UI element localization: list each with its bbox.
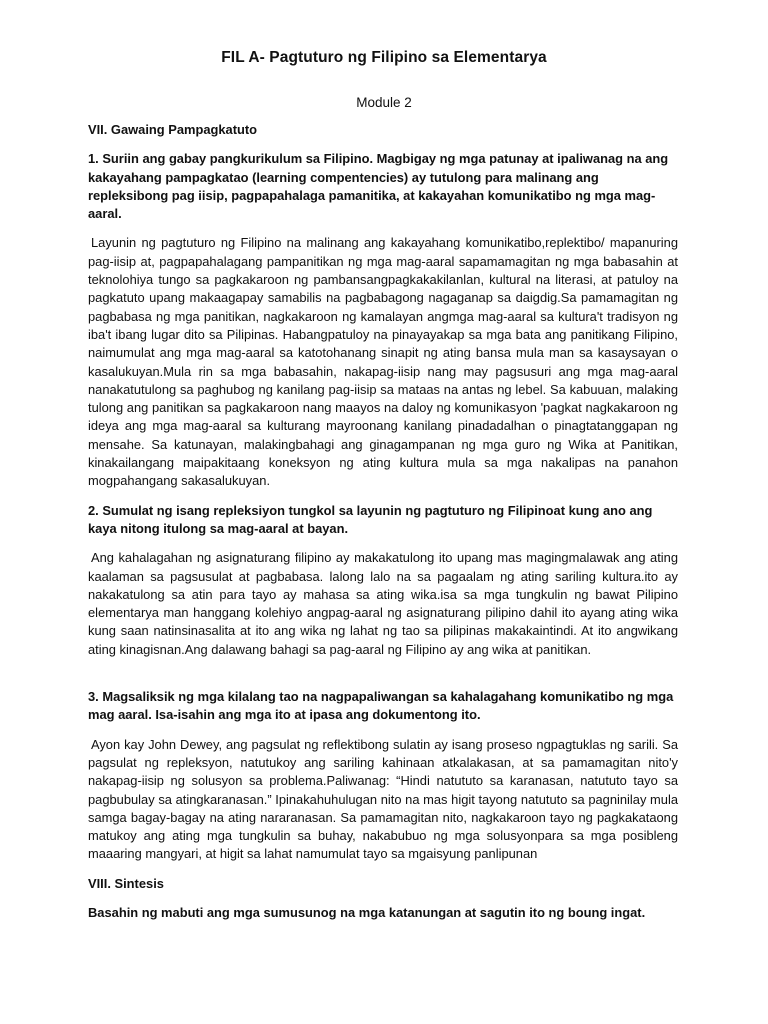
question-3: 3. Magsaliksik ng mga kilalang tao na nagpapaliwangan sa kahalagahang komunikatibo ng mga mag aaral. Isa-isahin ang mga ito at ipasa ang dokumentong ito. — [88, 689, 674, 723]
question-1: 1. Suriin ang gabay pangkurikulum sa Filipino. Magbigay ng mga patunay at ipaliwanag na ang kakayahang pampagkatao (learning compentencies) ay tutulong para malinang ang repleksibong pag iisip, pagpapahalaga pamanitika, at kakayahan komunikatibo ng mga mag-aaral. — [88, 151, 669, 222]
answer-3: Ayon kay John Dewey, ang pagsulat ng reflektibong sulatin ay isang proseso ngpagtuklas ng sarili. Sa pagsulat ng repleksyon, natutukoy ang sariling kahinaan atkalakasan, at sa pamamagitan nito'y nakapag-iisip ng solusyon sa problema.Paliwanag: “Hindi natututo sa karanasan, natututo tayo sa pagbubulay sa atingkaranasan.” Ipinakahuhulugan nito na mas higit tayong natututo sa pagninilay mula samga bagay-bagay na ating nararanasan. Sa pamamagitan nito, nagkakaroon tayo ng pagkakataong matukoy ang ating mga tungkulin sa buhay, nakabubuo ng mga solusyonpara sa mga posibleng maaaring mangyari, at higit sa lahat namumulat tayo sa mgaisyung panlipunan — [88, 736, 678, 862]
document-body — [88, 121, 678, 933]
answer-2: Ang kahalagahan ng asignaturang filipino ay makakatulong ito upang mas magingmalawak ang ating kaalaman sa pagsusulat at pagbabasa. lalong lalo na sa pagaalam ng ating sariling kultura.ito ay nakakatulong sa atin para tayo ay mahasa sa ating wika.isa sa mga tungkulin ng bawat Pilipino elementarya man hanggang kolehiyo angpag-aaral ng asignaturang pilipino dahil ito ayang ating wika kung saan natinsinasalita at ito ang wika ng lahat ng tao sa pilipinas makakaintindi. At ito angwikang ating kinagisnan.Ang dalawang bahagi sa pag-aaral ng Filipino ay ang wika at panitikan. — [88, 550, 678, 657]
instruction-text: Basahin ng mabuti ang mga sumusunog na mga katanungan at sagutin ito ng boung ingat. — [88, 904, 646, 920]
section-heading-vii: VII. Gawaing Pampagkatuto — [88, 122, 258, 137]
section-heading-viii: VIII. Sintesis — [88, 875, 164, 891]
module-label: Module 2 — [356, 95, 412, 110]
answer-1: Layunin ng pagtuturo ng Filipino na malinang ang kakayahang komunikatibo,replektibo/ mapanuring pag-iisip at, pagpapahalagang pampanitikan ng mga mag-aaral sapamamagitan ng mga babasahin at teknolohiya tungo sa pagkakaroon ng pambansangpagkakakilanlan, kultural na literasi, at patuloy na pagkatuto upang makaagapay samabilis na pagbabagong nagaganap sa daigdig.Sa pamamagitan ng pagbabasa ng mga panitikan, nagkakaroon ng kamalayan angmga mag-aaral sa kultura't tradisyon ng iba't ibang lugar dito sa Pilipinas. Habangpatuloy na pinayayakap sa mga bata ang panitikang Filipino, naimumulat ang mga mag-aaral sa katotohanang sinapit ng ating bansa mula man sa kasaysayan o kasalukuyan.Mula rin sa mga babasahin, nakapag-iisip nang may pagsusuri ang mga mag-aaral nanakatutulong sa paghubog ng kanilang pag-iisip sa mataas na antas ng lebel. Sa kabuuan, malaking tulong ang panitikan sa pagkakaroon nang maayos na daloy ng komunikasyon 'pagkat nagkakaroon ng ideya ang mga mag-aaral sa kulturang mayroonang kanilang pinadadalhan o pinagtatanggapan ng mensahe. Sa katunayan, malakingbahagi ang ginagampanan ng mga guro ng Wika at Panitikan, kinakailangang maipakitaang koneksyon ng ating kultura mula sa mga nakalipas na panahon mogpahangang sakasalukuyan. — [88, 235, 678, 489]
spacer — [88, 670, 678, 688]
document-title: FIL A- Pagtuturo ng Filipino sa Elementarya — [221, 49, 547, 66]
question-2: 2. Sumulat ng isang repleksiyon tungkol sa layunin ng pagtuturo ng Filipinoat kung ano ang kaya nitong itulong sa mag-aaral at bayan. — [88, 502, 653, 536]
